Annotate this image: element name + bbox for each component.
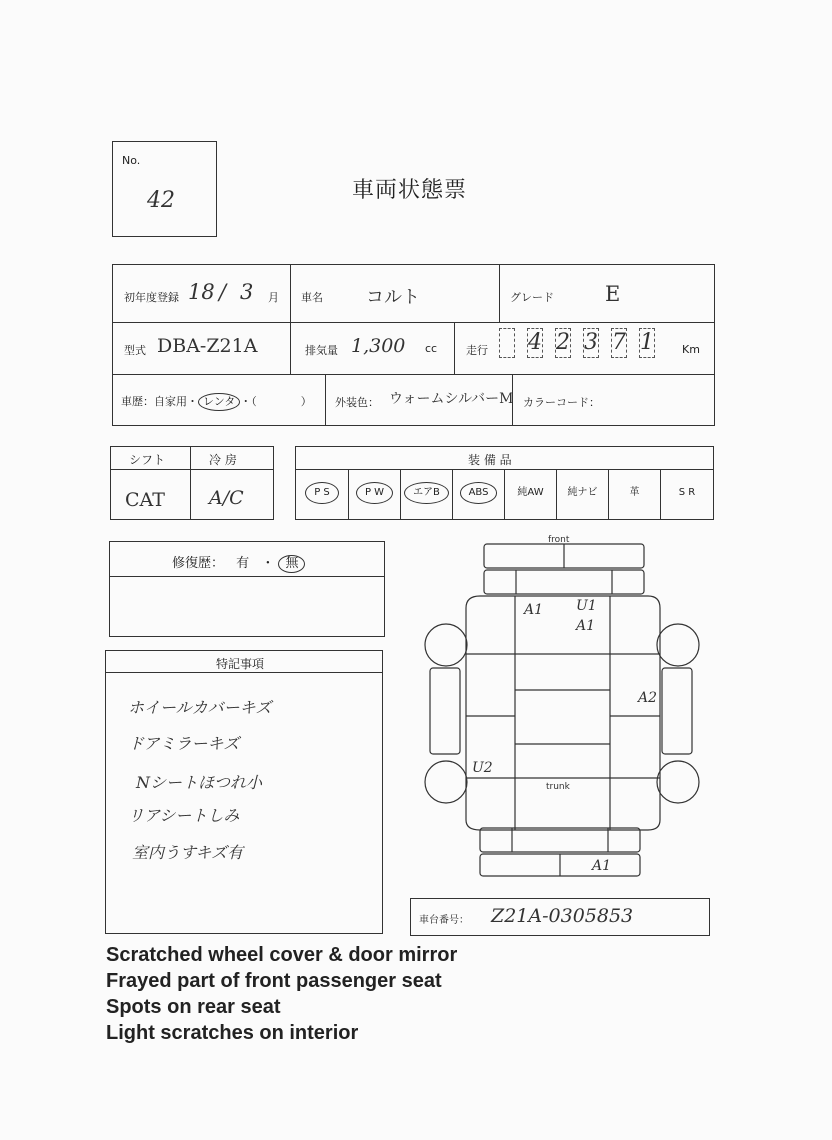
registration-year: 18	[188, 280, 215, 304]
damage-mark: A1	[524, 602, 544, 618]
history-rental-circled: レンタ	[198, 393, 240, 411]
odometer-digit: 3	[583, 328, 599, 358]
trunk-label: trunk	[546, 782, 570, 792]
car-damage-diagram	[420, 530, 710, 890]
shift-label: シフト	[129, 453, 166, 467]
displacement-label: 排気量	[305, 344, 338, 357]
number-box	[112, 141, 217, 237]
displacement-value: 1,300	[351, 335, 406, 357]
model-value: DBA-Z21A	[157, 335, 258, 357]
grade-value: E	[605, 282, 621, 306]
note-line: ホイールカバーキズ	[128, 698, 272, 717]
number-value: 42	[147, 188, 175, 213]
odometer-digit: 4	[527, 328, 543, 358]
repair-history-box	[109, 541, 385, 637]
registration-month-label: 月	[268, 291, 279, 304]
english-note: Light scratches on interior	[106, 1022, 359, 1044]
shift-ac-table	[110, 446, 274, 520]
damage-mark: A1	[576, 618, 596, 634]
odometer-digits	[499, 322, 679, 374]
english-note: Frayed part of front passenger seat	[106, 970, 442, 992]
registration-slash: /	[219, 280, 227, 304]
note-line: 室内うすキズ有	[132, 843, 244, 862]
equipment-item: 革	[608, 469, 660, 519]
car-name-label: 車名	[301, 291, 323, 304]
equipment-item: ABS	[452, 469, 504, 519]
form-title: 車両状態票	[352, 178, 468, 203]
history-private: 車歴：自家用・	[121, 395, 198, 408]
shift-value: CAT	[125, 489, 165, 511]
car-name-value: コルト	[366, 287, 420, 308]
row-registration	[113, 265, 714, 322]
equipment-item: P W	[348, 469, 400, 519]
equipment-items	[296, 469, 713, 519]
note-line: ドアミラーキズ	[128, 734, 240, 753]
odometer-digit	[499, 328, 515, 358]
equipment-item: 純AW	[504, 469, 556, 519]
damage-mark: U2	[472, 760, 493, 776]
mileage-unit: Km	[682, 343, 700, 356]
history-other: ・（ ）	[240, 395, 312, 408]
odometer-digit: 1	[639, 328, 655, 358]
repair-yes: 有	[236, 556, 250, 571]
grade-label: グレード	[510, 291, 554, 304]
chassis-number-box	[410, 898, 710, 936]
repair-no-circled: 無	[278, 555, 305, 573]
english-note: Scratched wheel cover & door mirror	[106, 944, 458, 966]
repair-history-header	[172, 552, 305, 573]
number-label: No.	[122, 154, 141, 167]
front-label: front	[548, 535, 570, 545]
repair-history-label: 修復歴：	[172, 556, 225, 571]
equipment-item: S R	[660, 469, 713, 519]
mileage-label: 走行	[466, 344, 488, 357]
row-model	[113, 322, 714, 374]
special-notes-label: 特記事項	[216, 657, 265, 671]
chassis-number-value: Z21A-0305853	[491, 905, 634, 927]
ac-value: A/C	[209, 487, 244, 509]
equipment-table	[295, 446, 714, 520]
color-code-label: カラーコード：	[523, 396, 600, 409]
exterior-color-value: ウォームシルバーM	[389, 391, 514, 407]
ac-label: 冷 房	[209, 453, 237, 467]
note-line: Nシートほつれ小	[136, 773, 263, 792]
damage-mark: A2	[638, 690, 658, 706]
registration-label: 初年度登録	[124, 291, 179, 304]
equipment-item: P S	[296, 469, 348, 519]
history-label	[121, 393, 312, 411]
equipment-item: 純ナビ	[556, 469, 608, 519]
chassis-number-label: 車台番号：	[419, 915, 469, 926]
odometer-digit: 7	[611, 328, 627, 358]
registration-month: 3	[240, 280, 254, 304]
equipment-label: 装 備 品	[468, 453, 512, 467]
exterior-color-label: 外装色：	[335, 396, 379, 409]
damage-mark: A1	[592, 858, 612, 874]
english-note: Spots on rear seat	[106, 996, 281, 1018]
equipment-item: エアB	[400, 469, 452, 519]
note-line: リアシートしみ	[128, 806, 240, 825]
repair-dot: ・	[261, 556, 275, 571]
odometer-digit: 2	[555, 328, 571, 358]
displacement-unit: cc	[425, 342, 438, 355]
model-label: 型式	[124, 344, 146, 357]
row-history	[113, 374, 714, 426]
damage-mark: U1	[576, 598, 597, 614]
vehicle-info-table	[112, 264, 715, 426]
